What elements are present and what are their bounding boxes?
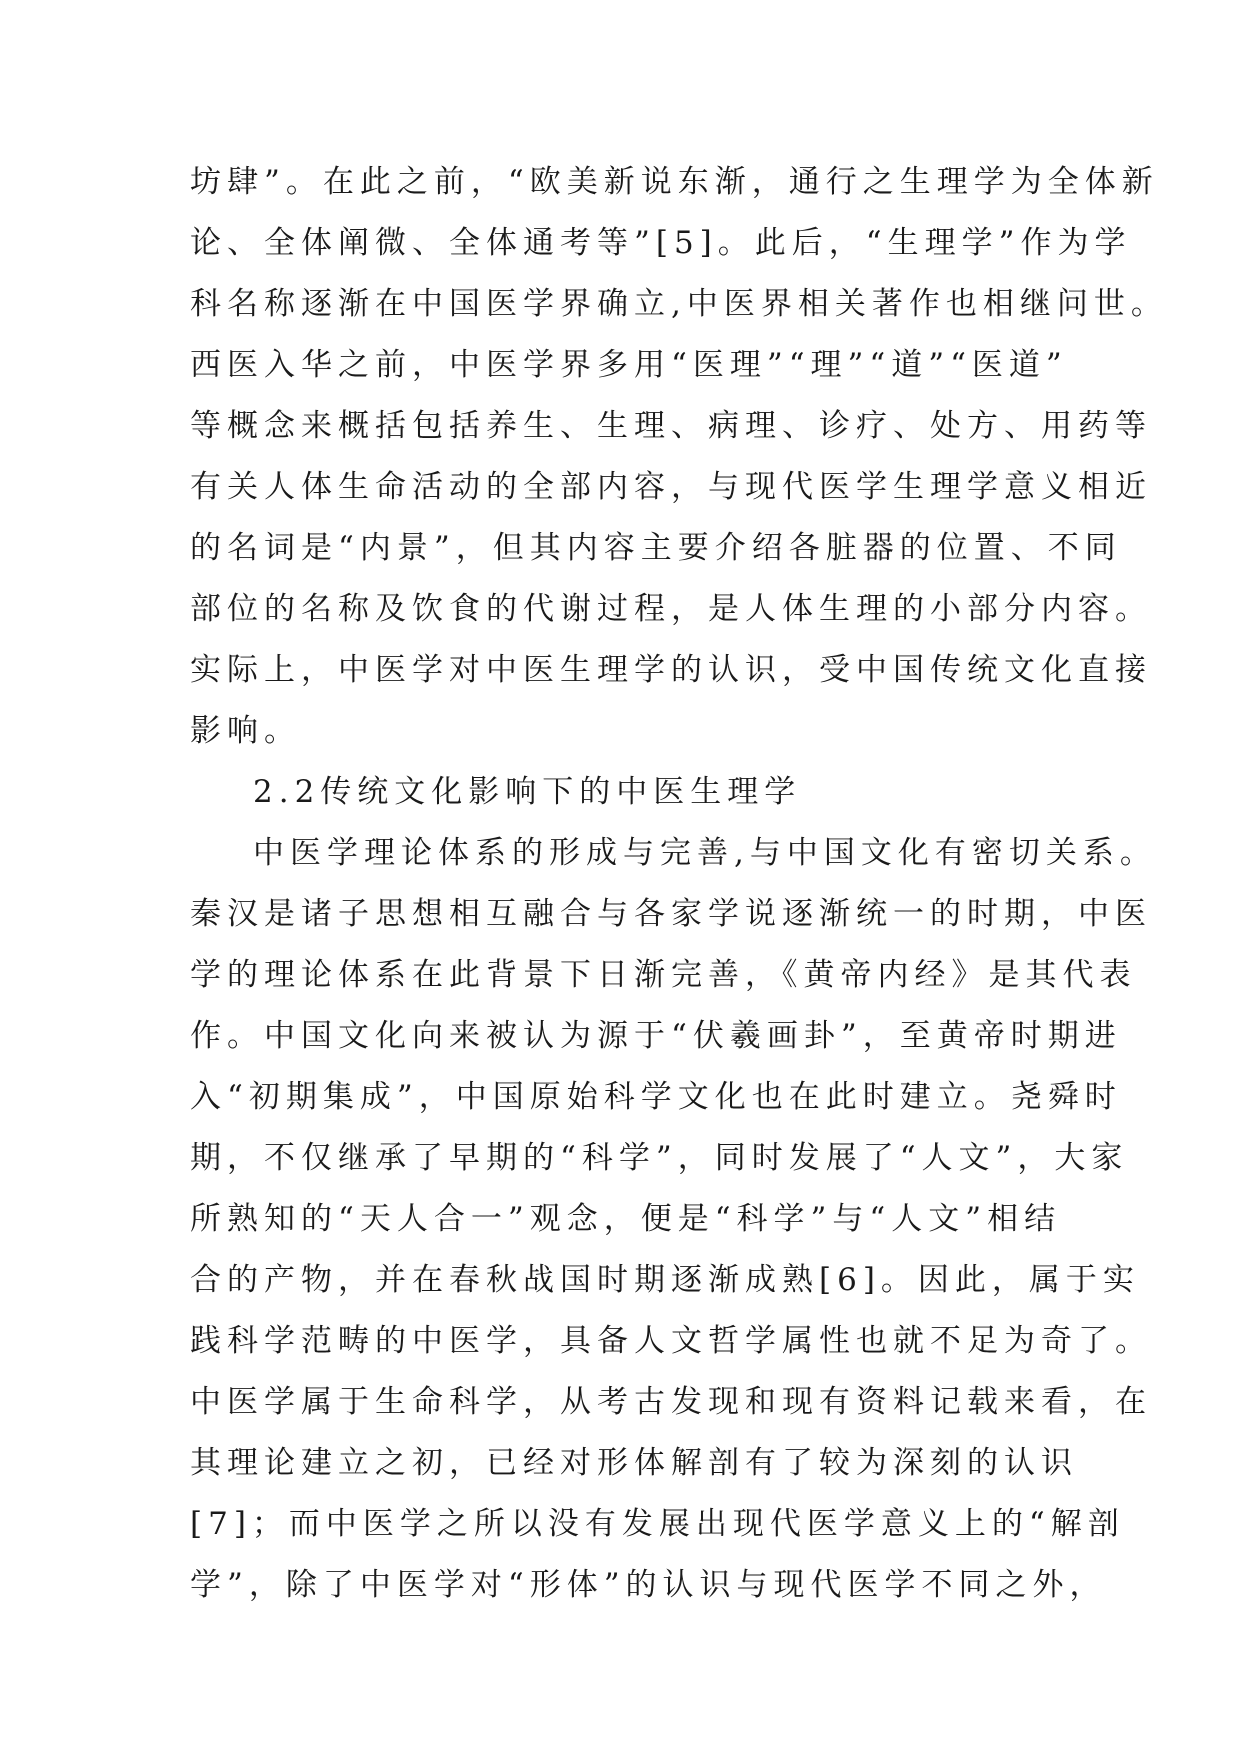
- text-line: 西医入华之前，中医学界多用“医理”“理”“道”“医道”: [190, 347, 1068, 383]
- text-line: 的名词是“内景”，但其内容主要介绍各脏器的位置、不同: [190, 530, 1122, 566]
- text-line: [7]；而中医学之所以没有发展出现代医学意义上的“解剖: [190, 1506, 1125, 1542]
- text-line: 等概念来概括包括养生、生理、病理、诊疗、处方、用药等: [190, 408, 1152, 444]
- text-line: 部位的名称及饮食的代谢过程，是人体生理的小部分内容。: [190, 591, 1152, 627]
- text-line: 有关人体生命活动的全部内容，与现代医学生理学意义相近: [190, 469, 1152, 505]
- text-line: 合的产物，并在春秋战国时期逐渐成熟[6]。因此，属于实: [190, 1262, 1140, 1298]
- text-line: 影响。: [190, 713, 301, 749]
- text-line: 入“初期集成”，中国原始科学文化也在此时建立。尧舜时: [190, 1079, 1122, 1115]
- text-line: 实际上，中医学对中医生理学的认识，受中国传统文化直接: [190, 652, 1152, 688]
- text-line: 学的理论体系在此背景下日渐完善，《黄帝内经》是其代表: [190, 957, 1137, 993]
- text-line: 中医学属于生命科学，从考古发现和现有资料记载来看，在: [190, 1384, 1152, 1420]
- text-line: 学”，除了中医学对“形体”的认识与现代医学不同之外，: [190, 1567, 1107, 1603]
- text-line: 作。中国文化向来被认为源于“伏羲画卦”，至黄帝时期进: [190, 1018, 1122, 1054]
- text-line: 论、全体阐微、全体通考等”[5]。此后，“生理学”作为学: [190, 225, 1132, 261]
- text-line: 坊肆”。在此之前，“欧美新说东渐，通行之生理学为全体新: [190, 164, 1159, 200]
- text-line: 其理论建立之初，已经对形体解剖有了较为深刻的认识: [190, 1445, 1078, 1481]
- text-line: 秦汉是诸子思想相互融合与各家学说逐渐统一的时期，中医: [190, 896, 1152, 932]
- text-line: 所熟知的“天人合一”观念，便是“科学”与“人文”相结: [190, 1201, 1062, 1237]
- text-line: 期，不仅继承了早期的“科学”，同时发展了“人文”，大家: [190, 1140, 1129, 1176]
- section-heading: 2.2传统文化影响下的中医生理学: [253, 774, 802, 810]
- text-line: 践科学范畴的中医学，具备人文哲学属性也就不足为奇了。: [190, 1323, 1152, 1359]
- text-line: 中医学理论体系的形成与完善,与中国文化有密切关系。: [253, 835, 1157, 871]
- text-line: 科名称逐渐在中国医学界确立,中医界相关著作也相继问世。: [190, 286, 1168, 322]
